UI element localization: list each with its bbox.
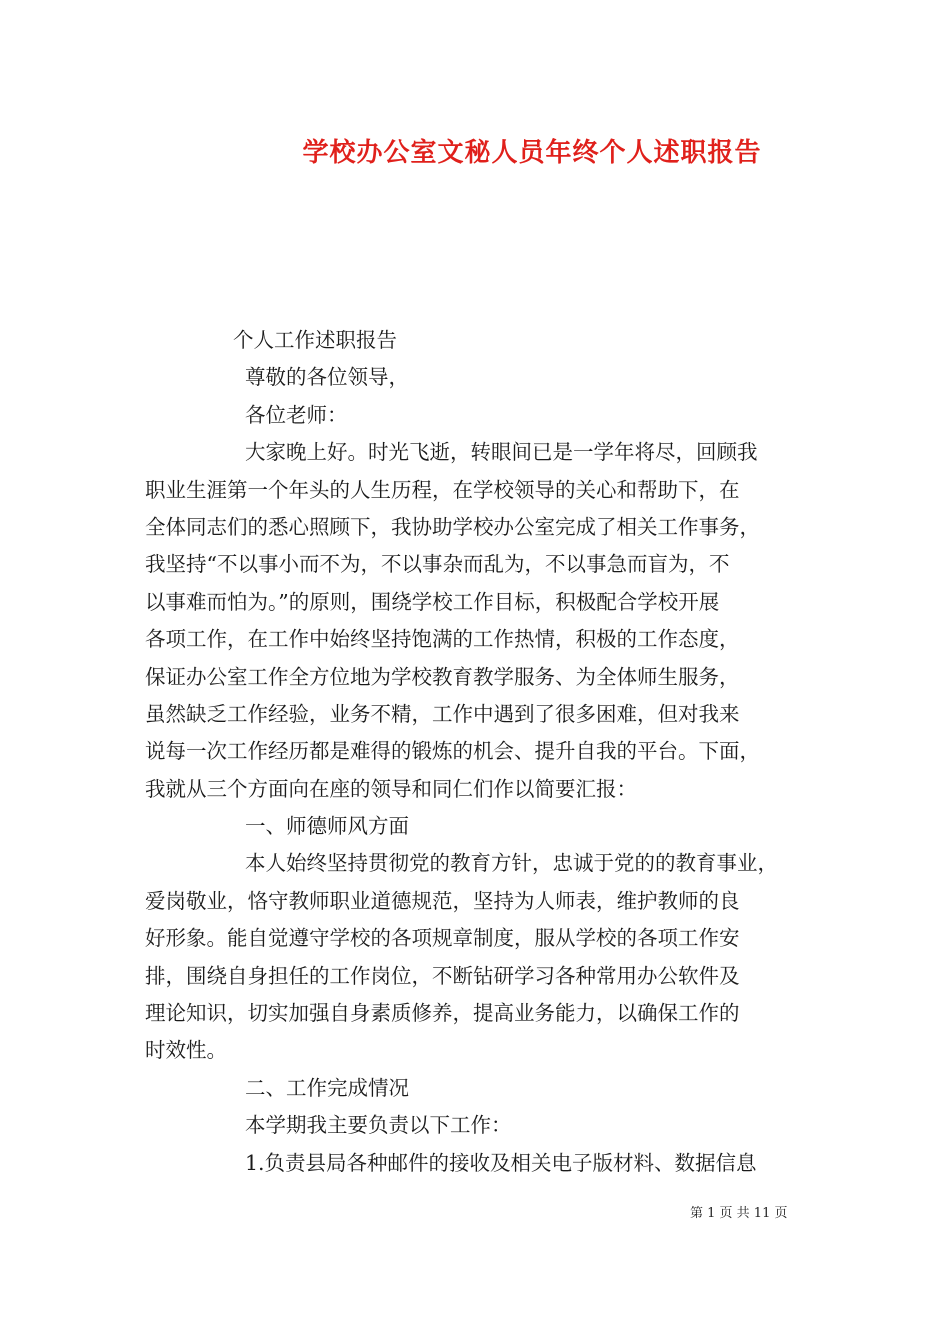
document-title: 学校办公室文秘人员年终个人述职报告 [302,138,762,168]
paragraph-line: 各项工作，在工作中始终坚持饱满的工作热情，积极的工作态度， [145,627,740,652]
paragraph-line: 排，围绕自身担任的工作岗位，不断钻研学习各种常用办公软件及 [145,963,740,988]
paragraph-line: 我就从三个方面向在座的领导和同仁们作以简要汇报： [145,776,637,801]
paragraph-line: 爱岗敬业，恪守教师职业道德规范，坚持为人师表，维护教师的良 [145,888,740,913]
report-heading: 个人工作述职报告 [233,328,397,352]
document-body [145,322,810,1182]
section-heading-work: 二、工作完成情况 [245,1075,409,1100]
paragraph-line: 虽然缺乏工作经验，业务不精，工作中遇到了很多困难，但对我来 [145,701,740,726]
paragraph-line: 我坚持“不以事小而不为，不以事杂而乱为，不以事急而盲为，不 [145,552,730,577]
salutation-leaders: 尊敬的各位领导， [245,365,409,390]
paragraph-line: 以事难而怕为。”的原则，围绕学校工作目标，积极配合学校开展 [145,589,720,614]
list-item: 1.负责县局各种邮件的接收及相关电子版材料、数据信息 [245,1150,757,1175]
section-heading-ethics: 一、师德师风方面 [245,814,409,839]
paragraph-line: 全体同志们的悉心照顾下，我协助学校办公室完成了相关工作事务， [145,514,760,539]
paragraph-line: 大家晚上好。时光飞逝，转眼间已是一学年将尽，回顾我 [245,440,758,465]
paragraph-line: 理论知识，切实加强自身素质修养，提高业务能力，以确保工作的 [145,1001,740,1026]
page-number: 第 1 页 共 11 页 [690,1206,788,1221]
paragraph-line: 本学期我主要负责以下工作： [245,1113,512,1138]
salutation-teachers: 各位老师： [245,402,348,427]
paragraph-line: 时效性。 [145,1038,227,1063]
paragraph-line: 保证办公室工作全方位地为学校教育教学服务、为全体师生服务， [145,664,740,689]
paragraph-line: 本人始终坚持贯彻党的教育方针，忠诚于党的的教育事业， [245,851,778,876]
paragraph-line: 说每一次工作经历都是难得的锻炼的机会、提升自我的平台。下面， [145,739,760,764]
paragraph-line: 好形象。能自觉遵守学校的各项规章制度，服从学校的各项工作安 [145,926,740,951]
paragraph-line: 职业生涯第一个年头的人生历程，在学校领导的关心和帮助下，在 [145,477,740,502]
